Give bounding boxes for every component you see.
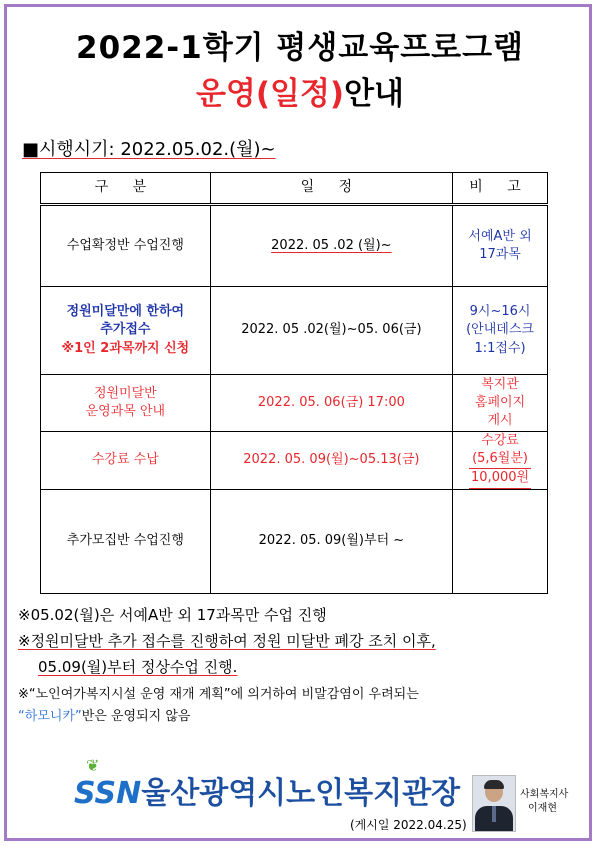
table-row — [41, 432, 548, 490]
row5-note — [453, 489, 548, 593]
page-title: 2022-1학기 평생교육프로그램 — [76, 30, 524, 66]
row1-note: 서예A반 외 17과목 — [453, 205, 548, 287]
row2-schedule: 2022. 05 .02(월)~05. 06(금) — [210, 287, 452, 375]
table-row — [41, 375, 548, 432]
row3-note: 복지관 홈페이지 게시 — [453, 375, 548, 432]
row4-note: 수강료 (5,6월분) 10,000원 — [453, 432, 548, 490]
row2-note: 9시~16시 (안내데스크 1:1접수) — [453, 287, 548, 375]
note-2: ※정원미달반 추가 접수를 진행하여 정원 미달반 폐강 조치 이후, — [18, 632, 436, 650]
start-date — [22, 135, 276, 161]
org-logo: ❦ SSN울산광역시노인복지관장 — [74, 756, 461, 811]
note-2-cont: 05.09(월)부터 정상수업 진행. — [38, 658, 238, 676]
row4-schedule: 2022. 05. 09(월)~05.13(금) — [210, 432, 452, 490]
harmonica-highlight: “하모니카” — [18, 709, 82, 724]
row1-schedule: 2022. 05 .02 (월)~ — [210, 205, 452, 287]
row3-schedule: 2022. 05. 06(금) 17:00 — [210, 375, 452, 432]
header-note: 비 고 — [453, 173, 548, 205]
row5-schedule: 2022. 05. 09(월)부터 ~ — [210, 489, 452, 593]
row5-category: 추가모집반 수업진행 — [41, 489, 211, 593]
header-category: 구 분 — [41, 173, 211, 205]
table-row — [41, 205, 548, 287]
table-header-row — [41, 173, 548, 205]
row2-category: 정원미달만에 한하여 추가접수 ※1인 2과목까지 신청 — [41, 287, 211, 375]
row4-category: 수강료 수납 — [41, 432, 211, 490]
row1-category: 수업확정반 수업진행 — [41, 205, 211, 287]
subtitle-rest: 안내 — [344, 76, 405, 112]
table-row — [41, 489, 548, 593]
note-3: ※“노인여가복지시설 운영 재개 계획”에 의거하여 비말감염이 우려되는 “하모니카”반은 운영되지 않음 — [18, 687, 419, 724]
header-schedule: 일 정 — [210, 173, 452, 205]
org-name: 울산광역시노인복지관장 — [141, 776, 461, 811]
row3-category: 정원미달반 운영과목 안내 — [41, 375, 211, 432]
note-1: ※05.02(월)은 서예A반 외 17과목만 수업 진행 — [18, 606, 327, 624]
posted-date: (게시일 2022.04.25) — [350, 818, 467, 832]
start-date-text: ■시행시기: 2022.05.02.(월)~ — [22, 139, 276, 160]
staff-info: 사회복지사 이재현 — [520, 789, 569, 814]
fee-amount: 10,000원 — [469, 468, 531, 488]
table-row — [41, 287, 548, 375]
staff-photo — [472, 775, 516, 832]
subtitle-highlight: 운영(일정) — [195, 76, 345, 112]
schedule-table — [40, 172, 548, 594]
page-subtitle — [0, 68, 600, 113]
leaf-icon: ❦ — [86, 756, 100, 775]
